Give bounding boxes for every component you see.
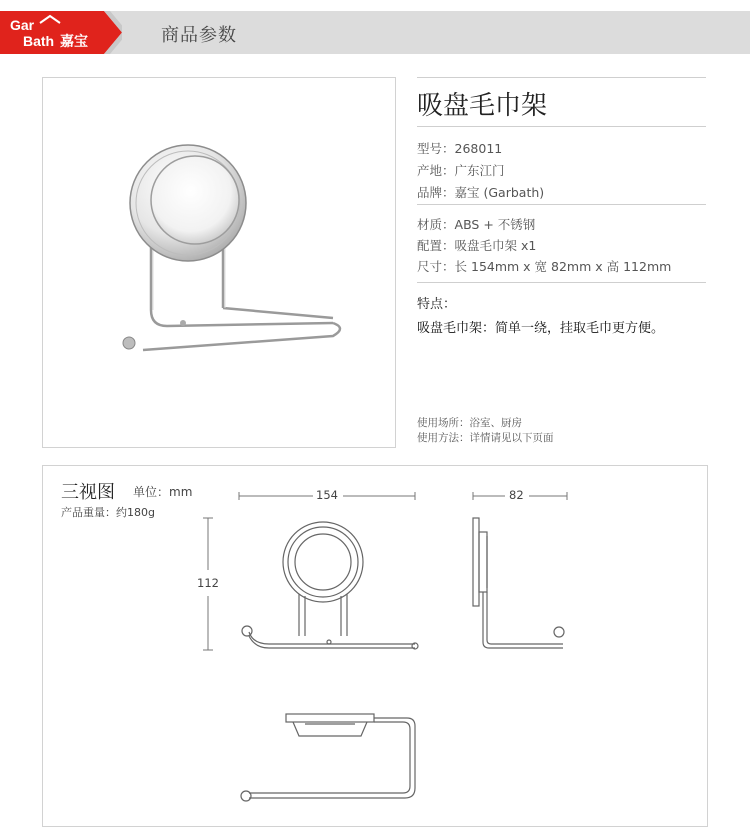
divider bbox=[417, 282, 706, 283]
features-text: 吸盘毛巾架：简单一绕，挂取毛巾更方便。 bbox=[417, 321, 665, 336]
views-drawing bbox=[43, 466, 709, 828]
brand-value: 嘉宝 (Garbath) bbox=[454, 185, 545, 200]
dim-height: 112 bbox=[197, 576, 219, 590]
features-label: 特点： bbox=[417, 297, 457, 312]
views-title: 三视图 bbox=[61, 482, 115, 503]
config-label: 配置： bbox=[417, 238, 455, 253]
dim-width: 82 bbox=[509, 488, 524, 502]
size-value: 长 154mm x 宽 82mm x 高 112mm bbox=[454, 259, 672, 274]
material-label: 材质： bbox=[417, 217, 455, 232]
material-line bbox=[417, 215, 535, 233]
divider bbox=[417, 204, 706, 205]
size-line bbox=[417, 257, 671, 275]
product-photo bbox=[42, 77, 396, 448]
logo-line2: Bath bbox=[23, 33, 55, 49]
material-value: ABS + 不锈钢 bbox=[454, 217, 536, 232]
origin-label: 产地： bbox=[417, 163, 455, 178]
origin-line bbox=[417, 161, 505, 179]
dim-length: 154 bbox=[316, 488, 338, 502]
brand-logo bbox=[0, 11, 122, 54]
usage-method: 使用方法：详情请见以下页面 bbox=[417, 432, 554, 444]
usage-place: 使用场所：浴室、厨房 bbox=[417, 417, 522, 429]
size-label: 尺寸： bbox=[417, 259, 455, 274]
model-line bbox=[417, 139, 502, 157]
config-value: 吸盘毛巾架 x1 bbox=[454, 238, 537, 253]
divider bbox=[417, 126, 706, 127]
origin-value: 广东江门 bbox=[454, 163, 505, 178]
unit-label: 单位：mm bbox=[133, 485, 193, 499]
three-views bbox=[42, 465, 708, 827]
weight-label: 产品重量：约180g bbox=[61, 506, 155, 519]
section-title: 商品参数 bbox=[161, 25, 237, 46]
product-name: 吸盘毛巾架 bbox=[417, 91, 548, 121]
logo-line1: Gar bbox=[10, 17, 35, 33]
brand-line bbox=[417, 183, 544, 201]
brand-label: 品牌： bbox=[417, 185, 455, 200]
divider bbox=[417, 77, 706, 78]
logo-cn: 嘉宝 bbox=[60, 34, 88, 50]
model-value: 268011 bbox=[454, 141, 503, 156]
model-label: 型号： bbox=[417, 141, 455, 156]
config-line bbox=[417, 236, 536, 254]
